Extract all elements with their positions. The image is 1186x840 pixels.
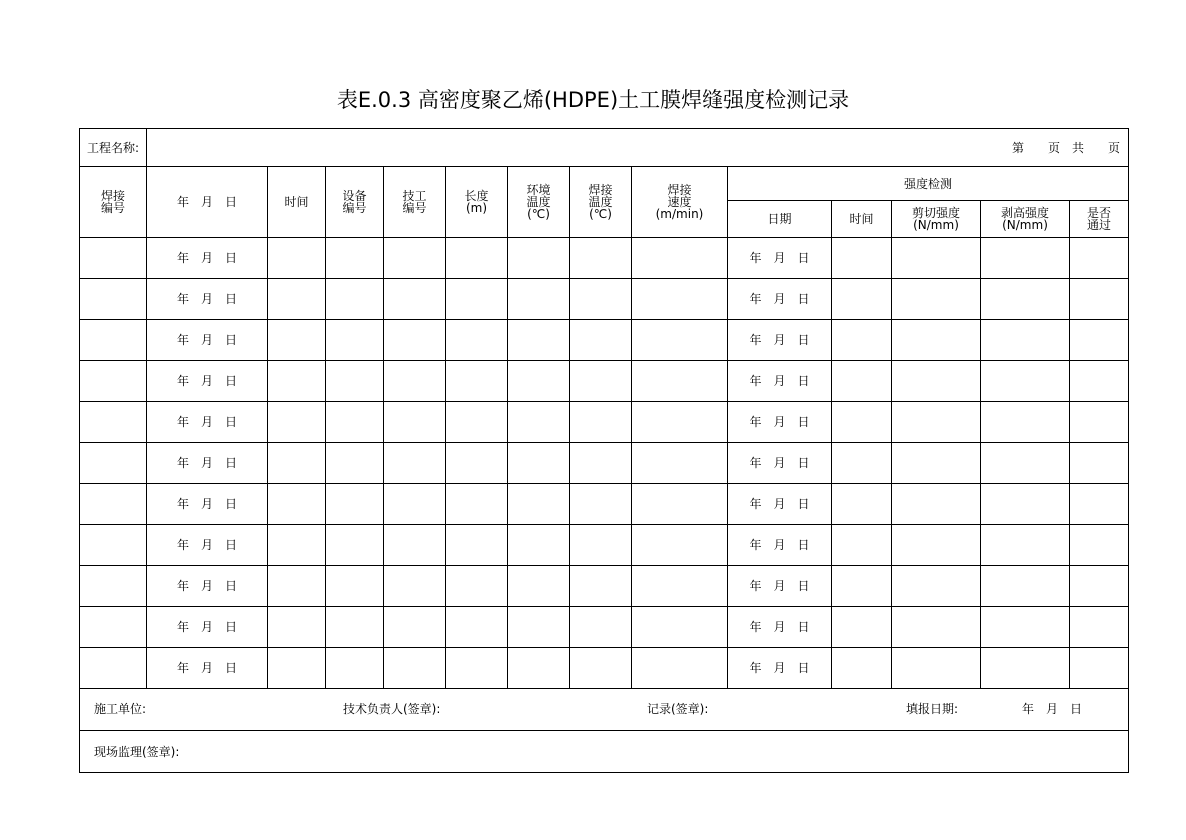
header-weld-temp: 焊接 温度 (℃): [570, 167, 632, 238]
table-row: [80, 443, 1129, 484]
input-cell[interactable]: [832, 320, 892, 361]
input-cell[interactable]: [446, 566, 508, 607]
input-cell[interactable]: [832, 361, 892, 402]
input-cell[interactable]: [384, 607, 446, 648]
input-cell[interactable]: [508, 279, 570, 320]
input-cell[interactable]: [384, 238, 446, 279]
test-date-cell[interactable]: 年 月 日: [728, 361, 832, 402]
input-cell[interactable]: [981, 566, 1070, 607]
input-cell[interactable]: [80, 402, 147, 443]
weld-date-cell[interactable]: 年 月 日: [147, 279, 268, 320]
header-equip-no: 设备 编号: [326, 167, 384, 238]
input-cell[interactable]: [80, 566, 147, 607]
input-cell[interactable]: [892, 607, 981, 648]
test-date-cell[interactable]: 年 月 日: [728, 607, 832, 648]
project-name-label: 工程名称:: [80, 129, 147, 167]
test-date-cell[interactable]: 年 月 日: [728, 443, 832, 484]
input-cell[interactable]: [570, 648, 632, 689]
test-date-cell[interactable]: 年 月 日: [728, 648, 832, 689]
input-cell[interactable]: [80, 361, 147, 402]
input-cell[interactable]: [268, 238, 326, 279]
table-row: [80, 484, 1129, 525]
input-cell[interactable]: [632, 320, 728, 361]
footer-signatures: [80, 689, 1129, 731]
table-row: [80, 361, 1129, 402]
test-date-cell[interactable]: 年 月 日: [728, 279, 832, 320]
input-cell[interactable]: [268, 443, 326, 484]
weld-date-cell[interactable]: 年 月 日: [147, 607, 268, 648]
input-cell[interactable]: [508, 443, 570, 484]
input-cell[interactable]: [632, 648, 728, 689]
input-cell[interactable]: [1070, 279, 1129, 320]
test-date-cell[interactable]: 年 月 日: [728, 484, 832, 525]
input-cell[interactable]: [268, 525, 326, 566]
header-test-time: 时间: [832, 201, 892, 238]
table-row: [80, 525, 1129, 566]
weld-date-cell[interactable]: 年 月 日: [147, 320, 268, 361]
input-cell[interactable]: [384, 443, 446, 484]
input-cell[interactable]: [632, 402, 728, 443]
input-cell[interactable]: [80, 525, 147, 566]
input-cell[interactable]: [268, 279, 326, 320]
input-cell[interactable]: [326, 648, 384, 689]
header-shear: 剪切强度 (N/mm): [892, 201, 981, 238]
input-cell[interactable]: [80, 238, 147, 279]
header-tech-no: 技工 编号: [384, 167, 446, 238]
input-cell[interactable]: [892, 484, 981, 525]
input-cell[interactable]: [1070, 402, 1129, 443]
input-cell[interactable]: [446, 484, 508, 525]
input-cell[interactable]: [632, 484, 728, 525]
input-cell[interactable]: [446, 238, 508, 279]
input-cell[interactable]: [832, 648, 892, 689]
input-cell[interactable]: [832, 566, 892, 607]
input-cell[interactable]: [832, 402, 892, 443]
input-cell[interactable]: [384, 648, 446, 689]
recorder-label: 记录(签章):: [647, 702, 709, 716]
input-cell[interactable]: [508, 648, 570, 689]
test-date-cell[interactable]: 年 月 日: [728, 238, 832, 279]
weld-date-cell[interactable]: 年 月 日: [147, 361, 268, 402]
input-cell[interactable]: [268, 607, 326, 648]
input-cell[interactable]: [632, 238, 728, 279]
input-cell[interactable]: [384, 484, 446, 525]
input-cell[interactable]: [570, 525, 632, 566]
input-cell[interactable]: [1070, 238, 1129, 279]
input-cell[interactable]: [892, 279, 981, 320]
input-cell[interactable]: [384, 320, 446, 361]
input-cell[interactable]: [508, 566, 570, 607]
input-cell[interactable]: [570, 238, 632, 279]
input-cell[interactable]: [892, 648, 981, 689]
input-cell[interactable]: [384, 566, 446, 607]
input-cell[interactable]: [1070, 320, 1129, 361]
input-cell[interactable]: [326, 607, 384, 648]
header-time: 时间: [268, 167, 326, 238]
input-cell[interactable]: [1070, 525, 1129, 566]
input-cell[interactable]: [892, 238, 981, 279]
weld-date-cell[interactable]: 年 月 日: [147, 525, 268, 566]
table-row: [80, 279, 1129, 320]
input-cell[interactable]: [446, 648, 508, 689]
input-cell[interactable]: [832, 238, 892, 279]
tech-leader-label: 技术负责人(签章):: [343, 702, 441, 716]
header-length: 长度 (m): [446, 167, 508, 238]
input-cell[interactable]: [384, 525, 446, 566]
input-cell[interactable]: [326, 361, 384, 402]
input-cell[interactable]: [892, 320, 981, 361]
input-cell[interactable]: [384, 402, 446, 443]
input-cell[interactable]: [508, 525, 570, 566]
header-strength-test: 强度检测: [728, 167, 1129, 201]
input-cell[interactable]: [981, 361, 1070, 402]
record-table: [79, 128, 1129, 773]
input-cell[interactable]: [1070, 443, 1129, 484]
input-cell[interactable]: [981, 320, 1070, 361]
input-cell[interactable]: [632, 607, 728, 648]
input-cell[interactable]: [268, 320, 326, 361]
weld-date-cell[interactable]: 年 月 日: [147, 484, 268, 525]
input-cell[interactable]: [1070, 607, 1129, 648]
input-cell[interactable]: [570, 279, 632, 320]
input-cell[interactable]: [832, 525, 892, 566]
input-cell[interactable]: [570, 607, 632, 648]
input-cell[interactable]: [892, 566, 981, 607]
input-cell[interactable]: [508, 320, 570, 361]
input-cell[interactable]: [80, 279, 147, 320]
input-cell[interactable]: [446, 361, 508, 402]
input-cell[interactable]: [326, 279, 384, 320]
input-cell[interactable]: [508, 607, 570, 648]
input-cell[interactable]: [268, 402, 326, 443]
input-cell[interactable]: [570, 320, 632, 361]
input-cell[interactable]: [570, 361, 632, 402]
header-date: 年 月 日: [147, 167, 268, 238]
table-row: [80, 607, 1129, 648]
input-cell[interactable]: [326, 566, 384, 607]
input-cell[interactable]: [832, 279, 892, 320]
input-cell[interactable]: [981, 648, 1070, 689]
input-cell[interactable]: [326, 443, 384, 484]
input-cell[interactable]: [80, 484, 147, 525]
test-date-cell[interactable]: 年 月 日: [728, 525, 832, 566]
header-test-date: 日期: [728, 201, 832, 238]
table-row: [80, 320, 1129, 361]
input-cell[interactable]: [80, 607, 147, 648]
input-cell[interactable]: [632, 361, 728, 402]
weld-date-cell[interactable]: 年 月 日: [147, 566, 268, 607]
test-date-cell[interactable]: 年 月 日: [728, 566, 832, 607]
input-cell[interactable]: [892, 443, 981, 484]
table-row: [80, 238, 1129, 279]
fill-date: 年 月 日: [1022, 702, 1083, 716]
input-cell[interactable]: [570, 484, 632, 525]
weld-date-cell[interactable]: 年 月 日: [147, 238, 268, 279]
input-cell[interactable]: [446, 607, 508, 648]
header-env-temp: 环境 温度 (℃): [508, 167, 570, 238]
input-cell[interactable]: [1070, 361, 1129, 402]
input-cell[interactable]: [80, 648, 147, 689]
input-cell[interactable]: [632, 525, 728, 566]
input-cell[interactable]: [446, 279, 508, 320]
input-cell[interactable]: [268, 484, 326, 525]
input-cell[interactable]: [632, 443, 728, 484]
table-row: [80, 566, 1129, 607]
fill-date-label: 填报日期:: [906, 702, 959, 716]
input-cell[interactable]: [981, 279, 1070, 320]
input-cell[interactable]: [508, 484, 570, 525]
input-cell[interactable]: [80, 443, 147, 484]
input-cell[interactable]: [981, 238, 1070, 279]
input-cell[interactable]: [892, 402, 981, 443]
input-cell[interactable]: [981, 484, 1070, 525]
input-cell[interactable]: [632, 566, 728, 607]
input-cell[interactable]: [326, 402, 384, 443]
input-cell[interactable]: [1070, 566, 1129, 607]
supervisor-label: 现场监理(签章):: [80, 731, 1129, 773]
input-cell[interactable]: [632, 279, 728, 320]
input-cell[interactable]: [326, 320, 384, 361]
input-cell[interactable]: [446, 443, 508, 484]
input-cell[interactable]: [268, 648, 326, 689]
input-cell[interactable]: [1070, 484, 1129, 525]
test-date-cell[interactable]: 年 月 日: [728, 320, 832, 361]
input-cell[interactable]: [326, 525, 384, 566]
input-cell[interactable]: [892, 361, 981, 402]
input-cell[interactable]: [570, 443, 632, 484]
input-cell[interactable]: [981, 525, 1070, 566]
input-cell[interactable]: [892, 525, 981, 566]
form-title: 表E.0.3 高密度聚乙烯(HDPE)土工膜焊缝强度检测记录: [336, 88, 850, 112]
input-cell[interactable]: [508, 402, 570, 443]
header-weld-no: 焊接 编号: [80, 167, 147, 238]
input-cell[interactable]: [508, 238, 570, 279]
input-cell[interactable]: [832, 607, 892, 648]
input-cell[interactable]: [446, 402, 508, 443]
weld-date-cell[interactable]: 年 月 日: [147, 443, 268, 484]
weld-date-cell[interactable]: 年 月 日: [147, 648, 268, 689]
input-cell[interactable]: [384, 279, 446, 320]
input-cell[interactable]: [981, 402, 1070, 443]
input-cell[interactable]: [384, 361, 446, 402]
input-cell[interactable]: [508, 361, 570, 402]
input-cell[interactable]: [981, 607, 1070, 648]
table-row: [80, 648, 1129, 689]
input-cell[interactable]: [268, 361, 326, 402]
test-date-cell[interactable]: 年 月 日: [728, 402, 832, 443]
construction-unit-label: 施工单位:: [94, 702, 147, 716]
input-cell[interactable]: [446, 525, 508, 566]
input-cell[interactable]: [570, 402, 632, 443]
input-cell[interactable]: [268, 566, 326, 607]
input-cell[interactable]: [981, 443, 1070, 484]
input-cell[interactable]: [570, 566, 632, 607]
table-row: [80, 402, 1129, 443]
input-cell[interactable]: [326, 238, 384, 279]
weld-date-cell[interactable]: 年 月 日: [147, 402, 268, 443]
header-speed: 焊接 速度 (m/min): [632, 167, 728, 238]
input-cell[interactable]: [80, 320, 147, 361]
header-peel: 剥高强度 (N/mm): [981, 201, 1070, 238]
input-cell[interactable]: [832, 484, 892, 525]
header-pass: 是否 通过: [1070, 201, 1129, 238]
page-info: 第 页 共 页: [147, 129, 1129, 167]
input-cell[interactable]: [832, 443, 892, 484]
input-cell[interactable]: [1070, 648, 1129, 689]
input-cell[interactable]: [446, 320, 508, 361]
input-cell[interactable]: [326, 484, 384, 525]
